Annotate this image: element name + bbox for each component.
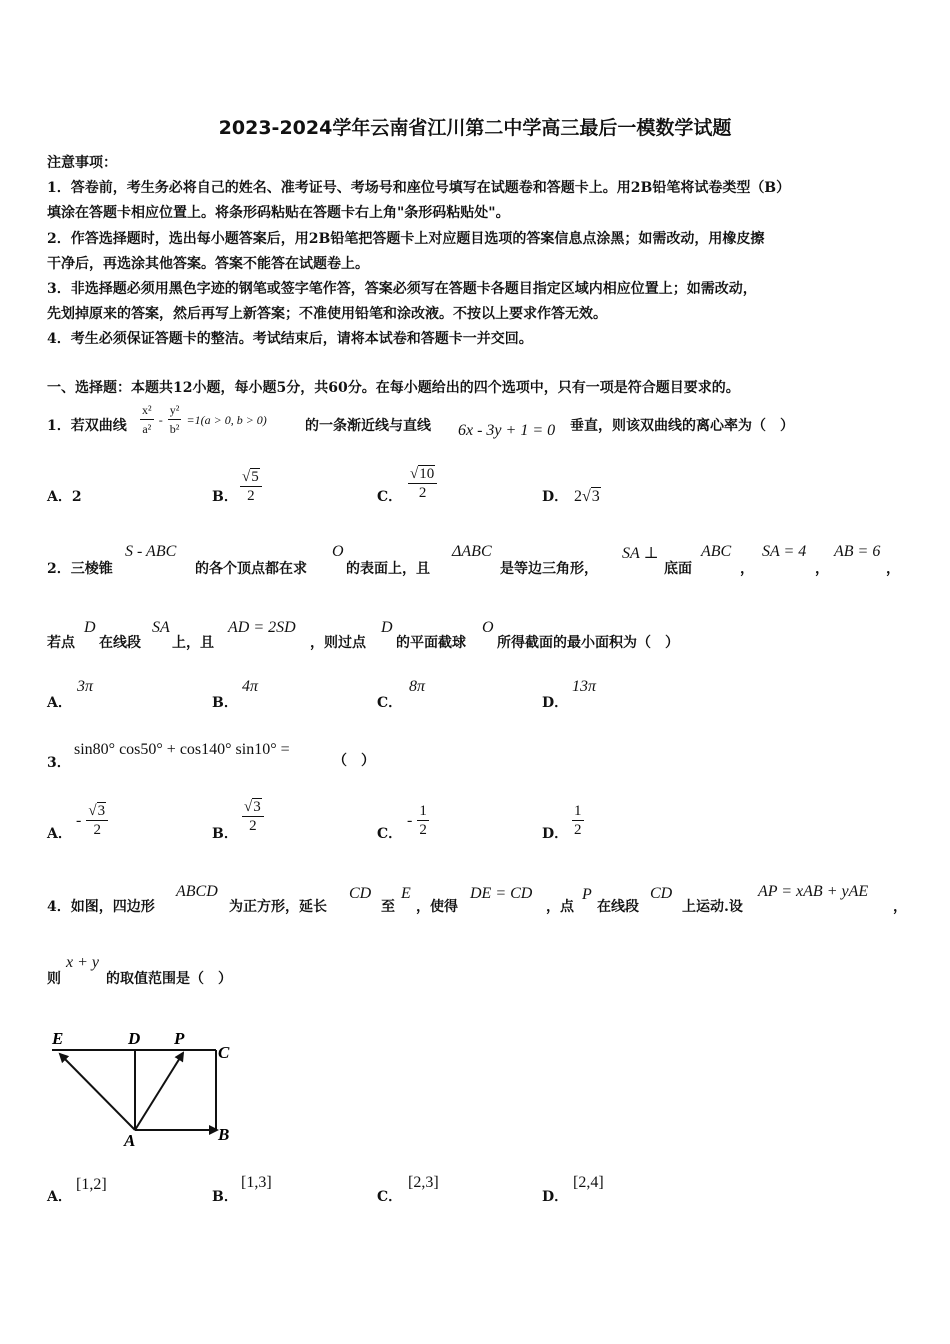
label-b: B xyxy=(218,1125,230,1144)
q1-option-b-label[interactable]: B． xyxy=(212,489,238,505)
q2-math-9: SA xyxy=(152,619,170,636)
q2-math-7: AB = 6 xyxy=(834,543,881,560)
q4-math-3: E xyxy=(401,885,411,902)
q2-math-12: O xyxy=(482,619,494,636)
q2-option-c-label[interactable]: C． xyxy=(377,695,403,711)
notice-line-1: 1．答卷前，考生务必将自己的姓名、准考证号、考场号和座位号填写在试题卷和答题卡上。用2B铅笔将试卷类型（B） xyxy=(47,180,791,196)
q1-option-b-value: $\frac{√5}{2}$ xyxy=(240,468,262,505)
q2-text-i: ，则过点 xyxy=(310,635,366,651)
q4-math-2: CD xyxy=(349,885,372,902)
q3-option-c-value: - $\frac{1}{2}$ xyxy=(407,803,427,838)
notice-line-2: 填涂在答题卡相应位置上。将条形码粘贴在答题卡右上角"条形码粘贴处"。 xyxy=(47,205,510,221)
q3-expression: sin80° cos50° + cos140° sin10° = xyxy=(74,741,290,758)
q4-math-1: ABCD xyxy=(176,883,218,900)
q2-math-3: ΔABC xyxy=(452,543,492,560)
q2-math-5: ABC xyxy=(701,543,732,560)
q2-text-g: 在线段 xyxy=(99,635,141,651)
q2-text-b: 的各个顶点都在求 xyxy=(195,561,307,577)
q4-option-d-value: [2,4] xyxy=(573,1174,604,1191)
q2-option-c-value: 8π xyxy=(409,678,426,695)
q2-math-6: SA = 4 xyxy=(762,543,807,560)
q4-math-5: P xyxy=(582,886,592,903)
q3-option-b-label[interactable]: B． xyxy=(212,826,238,842)
q1-option-d-value: 2√3 xyxy=(574,488,600,505)
notice-line-7: 4．考生必须保证答题卡的整洁。考试结束后，请将本试卷和答题卡一并交回。 xyxy=(47,331,533,347)
q2-option-b-value: 4π xyxy=(242,678,259,695)
q4-option-b-value: [1,3] xyxy=(241,1174,272,1191)
label-a: A xyxy=(124,1131,136,1150)
q4-option-b-label[interactable]: B． xyxy=(212,1189,238,1205)
q3-number: 3． xyxy=(47,755,71,771)
q2-option-a-label[interactable]: A． xyxy=(47,695,72,711)
q4-text-i: 的取值范围是（ ） xyxy=(106,971,232,987)
q2-option-a-value: 3π xyxy=(77,678,94,695)
vector-ap xyxy=(135,1053,183,1130)
q2-comma-1: ， xyxy=(740,561,754,577)
notice-line-4: 干净后，再选涂其他答案。答案不能答在试题卷上。 xyxy=(47,256,369,272)
label-e: E xyxy=(52,1029,64,1048)
q2-comma-2: ， xyxy=(815,561,829,577)
q2-comma-3: ， xyxy=(886,561,900,577)
q3-option-d-value: $\frac{1}{2}$ xyxy=(574,803,582,838)
notice-heading: 注意事项： xyxy=(47,155,117,171)
q3-option-b-value: $\frac{√3}{2}$ xyxy=(242,798,264,835)
q2-text-d: 是等边三角形， xyxy=(500,561,598,577)
q4-figure xyxy=(40,1022,250,1150)
q4-option-a-value: [1,2] xyxy=(76,1176,107,1193)
q1-line-equation: 6x - 3y + 1 = 0 xyxy=(458,422,556,439)
q3-option-c-label[interactable]: C． xyxy=(377,826,403,842)
q2-text-h: 上，且 xyxy=(172,635,214,651)
label-d: D xyxy=(128,1029,141,1048)
q1-hyperbola-equation: $\frac{\text{x²}}{\text{a²}}$ - $\frac{\text{y²}}{\text{b²}}$ =1(a > 0, b > 0) xyxy=(142,403,267,436)
q1-option-c-label[interactable]: C． xyxy=(377,489,403,505)
vector-ae xyxy=(60,1054,135,1130)
notice-line-5: 3．非选择题必须用黑色字迹的钢笔或签字笔作答，答案必须写在答题卡各题目指定区域内相应位置上；如需改动， xyxy=(47,281,757,297)
q4-option-a-label[interactable]: A． xyxy=(47,1189,72,1205)
q4-text-g: 上运动.设 xyxy=(682,899,743,915)
q2-math-11: D xyxy=(381,619,393,636)
q2-text-f: 若点 xyxy=(47,635,75,651)
q1-option-a[interactable]: A．2 xyxy=(47,489,82,505)
q4-text-h: 则 xyxy=(47,971,61,987)
q2-option-d-label[interactable]: D． xyxy=(542,695,569,711)
q4-text-b: 为正方形，延长 xyxy=(229,899,327,915)
q3-option-a-value: - $\frac{√3}{2}$ xyxy=(76,802,108,839)
q4-text-c: 至 xyxy=(381,899,395,915)
q4-math-7: AP = xAB + yAE xyxy=(758,883,869,900)
q1-text-b: 的一条渐近线与直线 xyxy=(305,418,431,434)
q4-comma: ， xyxy=(893,899,907,915)
q4-math-8: x + y xyxy=(66,954,99,971)
page-title: 2023-2024学年云南省江川第二中学高三最后一模数学试题 xyxy=(218,117,732,139)
q2-option-b-label[interactable]: B． xyxy=(212,695,238,711)
q4-option-c-label[interactable]: C． xyxy=(377,1189,403,1205)
q2-option-d-value: 13π xyxy=(572,678,597,695)
q3-option-a-label[interactable]: A． xyxy=(47,826,72,842)
q3-tail: （ ） xyxy=(333,753,375,769)
notice-line-3: 2．作答选择题时，选出每小题答案后，用2B铅笔把答题卡上对应题目选项的答案信息点涂黑；如需改动，用橡皮擦 xyxy=(47,231,765,247)
q4-text-f: 在线段 xyxy=(597,899,639,915)
q2-math-1: S - ABC xyxy=(125,543,177,560)
q2-math-4: SA ⊥ xyxy=(622,545,659,562)
q2-text-a: 2．三棱锥 xyxy=(47,561,113,577)
q2-math-2: O xyxy=(332,543,344,560)
q1-text-a: 1．若双曲线 xyxy=(47,418,127,434)
q4-text-d: ，使得 xyxy=(416,899,458,915)
q4-text-e: ，点 xyxy=(546,899,574,915)
notice-line-6: 先划掉原来的答案，然后再写上新答案；不准使用铅笔和涂改液。不按以上要求作答无效。 xyxy=(47,306,607,322)
q2-math-8: D xyxy=(84,619,96,636)
q1-text-c: 垂直，则该双曲线的离心率为（ ） xyxy=(570,418,794,434)
q2-text-k: 所得截面的最小面积为（ ） xyxy=(497,635,679,651)
q1-option-d-label[interactable]: D． xyxy=(542,489,569,505)
section-heading: 一、选择题：本题共12小题，每小题5分，共60分。在每小题给出的四个选项中，只有一项是符合题目要求的。 xyxy=(47,380,740,396)
q2-text-e: 底面 xyxy=(664,561,692,577)
q3-option-d-label[interactable]: D． xyxy=(542,826,569,842)
q2-math-10: AD = 2SD xyxy=(228,619,296,636)
q4-option-d-label[interactable]: D． xyxy=(542,1189,569,1205)
label-p: P xyxy=(174,1029,185,1048)
q4-text-a: 4．如图，四边形 xyxy=(47,899,155,915)
q1-option-c-value: $\frac{√10}{2}$ xyxy=(408,465,437,502)
q2-text-j: 的平面截球 xyxy=(396,635,466,651)
q4-option-c-value: [2,3] xyxy=(408,1174,439,1191)
q2-text-c: 的表面上，且 xyxy=(346,561,430,577)
label-c: C xyxy=(218,1043,230,1062)
q4-math-6: CD xyxy=(650,885,673,902)
q4-math-4: DE = CD xyxy=(470,885,533,902)
